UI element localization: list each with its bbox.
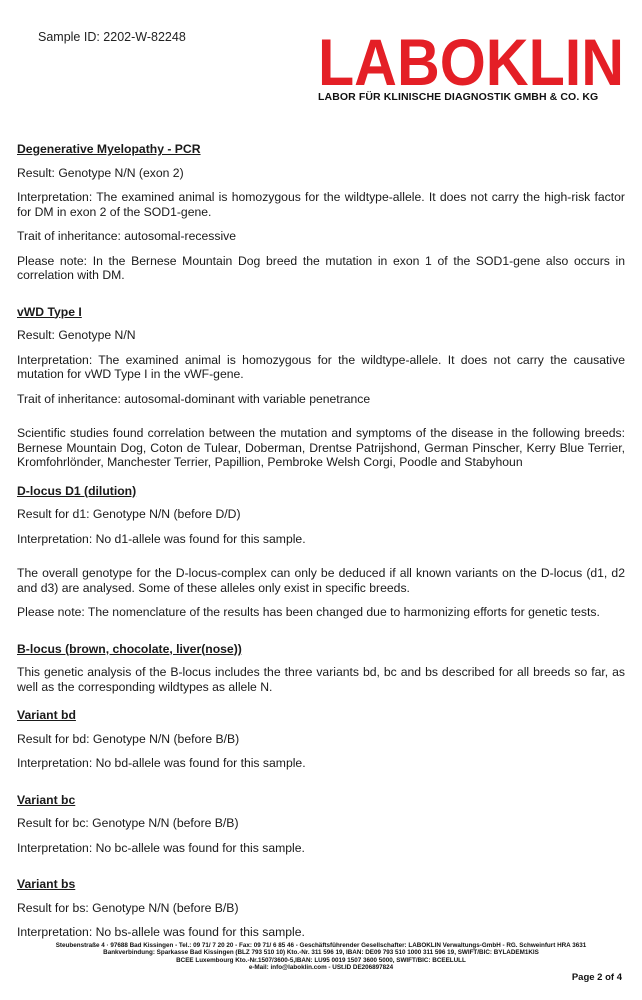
footer-address: Steubenstraße 4 · 97688 Bad Kissingen - Tel.: 09 71/ 7 20 20 - Fax: 09 71/ 6 85 46 - Geschäftsführender Gesellschafter: LABOKLIN Verwaltungs-GmbH - RG. Schweinfurt HRA 3631 <box>55 942 587 949</box>
variant-bs-interpretation: Interpretation: No bs-allele was found for this sample. <box>17 925 305 939</box>
report-content <box>17 142 625 950</box>
dm-inheritance: Trait of inheritance: autosomal-recessive <box>17 229 237 243</box>
vwd-result: Result: Genotype N/N <box>17 328 136 342</box>
dlocus-result: Result for d1: Genotype N/N (before D/D) <box>17 507 241 521</box>
variant-bd-title: Variant bd <box>17 708 76 722</box>
variant-bd-interpretation: Interpretation: No bd-allele was found for this sample. <box>17 756 306 770</box>
logo-wordmark <box>318 33 624 89</box>
variant-bd-result: Result for bd: Genotype N/N (before B/B) <box>17 731 240 746</box>
footer-email: e-Mail: info@laboklin.com - USt.ID DE206897824 <box>248 964 394 972</box>
vwd-interpretation: Interpretation: The examined animal is homozygous for the wildtype-allele. It does not carry the causative mutation for vWD Type I in the vWF-gene. <box>17 352 625 381</box>
svg-text:LABOKLIN: LABOKLIN <box>318 33 624 89</box>
laboklin-logo <box>318 33 624 103</box>
variant-bc-interpretation: Interpretation: No bc-allele was found for this sample. <box>17 840 305 855</box>
dm-note: Please note: In the Bernese Mountain Dog breed the mutation in exon 1 of the SOD1-gene also occurs in correlation with DM. <box>17 253 625 282</box>
dlocus-section-title: D-locus D1 (dilution) <box>17 483 137 498</box>
variant-bc-result: Result for bc: Genotype N/N (before B/B) <box>17 816 239 830</box>
dm-section-title: Degenerative Myelopathy - PCR <box>17 142 201 156</box>
blocus-section-title: B-locus (brown, chocolate, liver(nose)) <box>17 641 242 656</box>
variant-bs-title: Variant bs <box>17 877 76 891</box>
footer-bank: Bankverbindung: Sparkasse Bad Kissingen (BLZ 793 510 10) Kto.-Nr. 311 596 19, IBAN: DE09 793 510 1000 311 596 19, SWIFT/BIC: BYLADEM1KIS <box>103 949 539 957</box>
blocus-intro: This genetic analysis of the B-locus includes the three variants bd, bc and bs described for all breeds so far, as well as the corresponding wildtypes as allele N. <box>17 665 625 694</box>
dm-interpretation: Interpretation: The examined animal is homozygous for the wildtype-allele. It does not carry the high-risk factor for DM in exon 2 of the SOD1-gene. <box>17 190 625 219</box>
dlocus-note: Please note: The nomenclature of the results has been changed due to harmonizing efforts for genetic tests. <box>17 605 600 619</box>
dlocus-overall: The overall genotype for the D-locus-complex can only be deduced if all known variants on the D-locus (d1, d2 and d3) are analysed. Some of these alleles only exist in specific breeds. <box>17 566 625 595</box>
dm-result: Result: Genotype N/N (exon 2) <box>17 165 184 180</box>
footer-bank-lux: BCEE Luxembourg Kto.-Nr.1507/3600-5,IBAN: LU95 0019 1507 3600 5000, SWIFT/BIC: BCEELULL <box>176 956 466 964</box>
variant-bs-result: Result for bs: Genotype N/N (before B/B) <box>17 900 239 915</box>
variant-bc-title: Variant bc <box>17 792 76 807</box>
vwd-section-title: vWD Type I <box>17 304 82 319</box>
vwd-studies: Scientific studies found correlation between the mutation and symptoms of the disease in the following breeds: Bernese Mountain Dog, Coton de Tulear, Doberman, Drentse Patrijshond, German Pinscher, Kerry Blue Terrier, Kromfohrlönder, Manchester Terrier, Papillion, Pembroke Welsh Corgi, Poodle and Stabyhoun <box>17 426 625 469</box>
page-number: Page 2 of 4 <box>571 972 622 983</box>
dlocus-interpretation: Interpretation: No d1-allele was found for this sample. <box>17 531 306 546</box>
vwd-inheritance: Trait of inheritance: autosomal-dominant with variable penetrance <box>17 391 371 406</box>
sample-id: Sample ID: 2202-W-82248 <box>38 30 186 44</box>
logo-subtitle: LABOR FÜR KLINISCHE DIAGNOSTIK GMBH & CO. KG <box>318 91 599 103</box>
page-footer <box>0 942 642 972</box>
